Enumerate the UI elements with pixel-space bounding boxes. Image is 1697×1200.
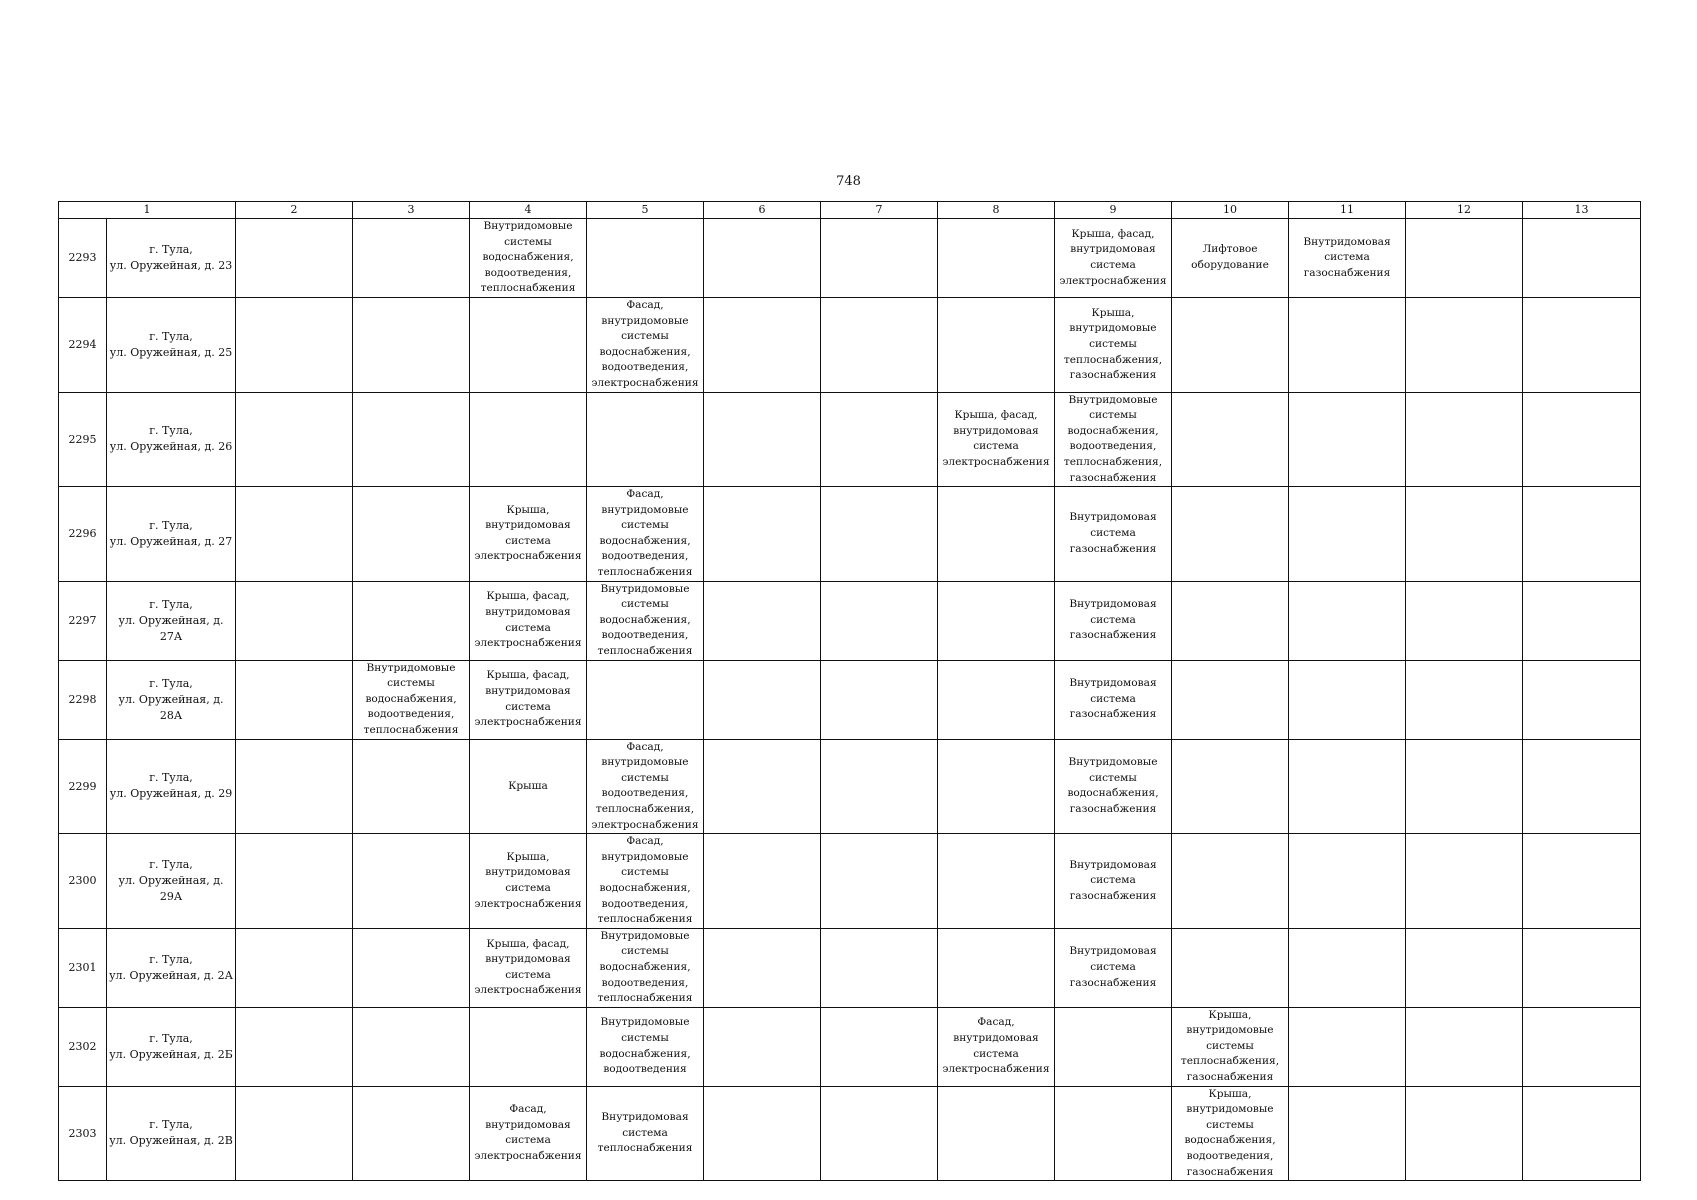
work-cell-col-13: [1523, 487, 1641, 582]
work-cell-col-12: [1406, 1007, 1523, 1086]
work-cell-col-5: Фасад, внутридомовые системы водоснабжения, водоотведения, теплоснабжения: [587, 487, 704, 582]
work-cell-col-7: [821, 392, 938, 487]
work-cell-col-4: [470, 297, 587, 392]
address-cell: г. Тула, ул. Оружейная, д. 28А: [107, 660, 236, 739]
work-cell-col-6: [704, 739, 821, 834]
column-header: 11: [1289, 202, 1406, 219]
work-cell-col-13: [1523, 297, 1641, 392]
work-cell-col-9: [1055, 1007, 1172, 1086]
work-cell-col-8: Фасад, внутридомовая система электроснабжения: [938, 1007, 1055, 1086]
work-cell-col-9: Внутридомовые системы водоснабжения, газоснабжения: [1055, 739, 1172, 834]
work-cell-col-11: [1289, 928, 1406, 1007]
work-cell-col-11: [1289, 660, 1406, 739]
work-cell-col-2: [236, 660, 353, 739]
row-number: 2301: [59, 928, 107, 1007]
work-cell-col-13: [1523, 1086, 1641, 1181]
work-cell-col-10: Крыша, внутридомовые системы водоснабжения, водоотведения, газоснабжения: [1172, 1086, 1289, 1181]
column-header: 2: [236, 202, 353, 219]
work-cell-col-8: [938, 1086, 1055, 1181]
work-cell-col-6: [704, 392, 821, 487]
work-cell-col-3: [353, 834, 470, 929]
row-number: 2302: [59, 1007, 107, 1086]
column-header: 12: [1406, 202, 1523, 219]
work-cell-col-4: Крыша: [470, 739, 587, 834]
work-cell-col-10: [1172, 928, 1289, 1007]
work-cell-col-10: [1172, 297, 1289, 392]
work-cell-col-13: [1523, 928, 1641, 1007]
row-number: 2294: [59, 297, 107, 392]
work-cell-col-4: Крыша, фасад, внутридомовая система электроснабжения: [470, 581, 587, 660]
work-cell-col-8: [938, 928, 1055, 1007]
work-cell-col-12: [1406, 581, 1523, 660]
work-cell-col-6: [704, 928, 821, 1007]
work-cell-col-11: Внутридомовая система газоснабжения: [1289, 219, 1406, 298]
work-cell-col-10: [1172, 660, 1289, 739]
work-cell-col-8: [938, 834, 1055, 929]
page-number: 748: [836, 174, 861, 189]
work-cell-col-10: Лифтовое оборудование: [1172, 219, 1289, 298]
work-cell-col-8: Крыша, фасад, внутридомовая система электроснабжения: [938, 392, 1055, 487]
column-header: 7: [821, 202, 938, 219]
work-cell-col-9: Крыша, внутридомовые системы теплоснабжения, газоснабжения: [1055, 297, 1172, 392]
work-cell-col-13: [1523, 660, 1641, 739]
work-cell-col-13: [1523, 581, 1641, 660]
work-cell-col-9: Внутридомовые системы водоснабжения, водоотведения, теплоснабжения, газоснабжения: [1055, 392, 1172, 487]
work-cell-col-12: [1406, 1086, 1523, 1181]
work-cell-col-8: [938, 581, 1055, 660]
header-row: [59, 202, 1641, 219]
work-cell-col-11: [1289, 834, 1406, 929]
work-cell-col-11: [1289, 297, 1406, 392]
column-header: 13: [1523, 202, 1641, 219]
table-row: [59, 834, 1641, 929]
work-cell-col-5: Внутридомовые системы водоснабжения, водоотведения: [587, 1007, 704, 1086]
work-cell-col-10: [1172, 392, 1289, 487]
work-cell-col-2: [236, 487, 353, 582]
row-number: 2300: [59, 834, 107, 929]
row-number: 2303: [59, 1086, 107, 1181]
table-row: [59, 297, 1641, 392]
work-cell-col-3: [353, 1007, 470, 1086]
work-cell-col-9: Внутридомовая система газоснабжения: [1055, 928, 1172, 1007]
row-number: 2298: [59, 660, 107, 739]
work-cell-col-3: [353, 297, 470, 392]
address-cell: г. Тула, ул. Оружейная, д. 27А: [107, 581, 236, 660]
table-row: [59, 660, 1641, 739]
work-cell-col-12: [1406, 487, 1523, 582]
table-row: [59, 1086, 1641, 1181]
work-cell-col-3: [353, 392, 470, 487]
work-cell-col-12: [1406, 834, 1523, 929]
row-number: 2297: [59, 581, 107, 660]
work-cell-col-3: Внутридомовые системы водоснабжения, водоотведения, теплоснабжения: [353, 660, 470, 739]
work-cell-col-12: [1406, 392, 1523, 487]
table-row: [59, 487, 1641, 582]
table-row: [59, 928, 1641, 1007]
row-number: 2299: [59, 739, 107, 834]
work-cell-col-3: [353, 219, 470, 298]
address-cell: г. Тула, ул. Оружейная, д. 2Б: [107, 1007, 236, 1086]
work-cell-col-7: [821, 487, 938, 582]
work-cell-col-2: [236, 392, 353, 487]
work-cell-col-9: Внутридомовая система газоснабжения: [1055, 834, 1172, 929]
address-cell: г. Тула, ул. Оружейная, д. 29: [107, 739, 236, 834]
work-cell-col-2: [236, 297, 353, 392]
work-cell-col-13: [1523, 219, 1641, 298]
column-header: 9: [1055, 202, 1172, 219]
work-cell-col-6: [704, 834, 821, 929]
work-cell-col-6: [704, 487, 821, 582]
work-cell-col-5: [587, 660, 704, 739]
table-row: [59, 739, 1641, 834]
work-cell-col-4: Крыша, фасад, внутридомовая система электроснабжения: [470, 660, 587, 739]
work-cell-col-2: [236, 1086, 353, 1181]
work-cell-col-6: [704, 297, 821, 392]
work-cell-col-12: [1406, 928, 1523, 1007]
work-cell-col-4: [470, 392, 587, 487]
column-header: 4: [470, 202, 587, 219]
work-cell-col-7: [821, 1086, 938, 1181]
work-cell-col-5: Фасад, внутридомовые системы водоснабжения, водоотведения, теплоснабжения: [587, 834, 704, 929]
work-cell-col-12: [1406, 219, 1523, 298]
work-cell-col-2: [236, 1007, 353, 1086]
work-cell-col-5: Фасад, внутридомовые системы водоснабжения, водоотведения, электроснабжения: [587, 297, 704, 392]
work-cell-col-11: [1289, 1086, 1406, 1181]
work-cell-col-3: [353, 581, 470, 660]
row-number: 2295: [59, 392, 107, 487]
work-cell-col-10: [1172, 834, 1289, 929]
work-cell-col-7: [821, 1007, 938, 1086]
column-header: 1: [59, 202, 236, 219]
work-cell-col-3: [353, 1086, 470, 1181]
work-cell-col-10: [1172, 581, 1289, 660]
table-row: [59, 581, 1641, 660]
work-cell-col-2: [236, 739, 353, 834]
column-header: 3: [353, 202, 470, 219]
work-cell-col-9: [1055, 1086, 1172, 1181]
address-cell: г. Тула, ул. Оружейная, д. 27: [107, 487, 236, 582]
work-cell-col-10: [1172, 739, 1289, 834]
work-cell-col-7: [821, 928, 938, 1007]
column-header: 10: [1172, 202, 1289, 219]
work-cell-col-4: Крыша, фасад, внутридомовая система электроснабжения: [470, 928, 587, 1007]
work-cell-col-8: [938, 487, 1055, 582]
work-cell-col-3: [353, 739, 470, 834]
table-row: [59, 1007, 1641, 1086]
work-cell-col-5: Внутридомовая система теплоснабжения: [587, 1086, 704, 1181]
work-cell-col-9: Крыша, фасад, внутридомовая система электроснабжения: [1055, 219, 1172, 298]
table-body: [59, 202, 1641, 1181]
work-cell-col-8: [938, 660, 1055, 739]
work-cell-col-6: [704, 219, 821, 298]
address-cell: г. Тула, ул. Оружейная, д. 29А: [107, 834, 236, 929]
work-cell-col-13: [1523, 1007, 1641, 1086]
work-cell-col-9: Внутридомовая система газоснабжения: [1055, 660, 1172, 739]
work-cell-col-3: [353, 928, 470, 1007]
work-cell-col-11: [1289, 739, 1406, 834]
work-cell-col-4: [470, 1007, 587, 1086]
work-cell-col-12: [1406, 297, 1523, 392]
work-cell-col-11: [1289, 392, 1406, 487]
address-cell: г. Тула, ул. Оружейная, д. 2В: [107, 1086, 236, 1181]
work-cell-col-12: [1406, 660, 1523, 739]
work-cell-col-11: [1289, 1007, 1406, 1086]
work-cell-col-2: [236, 581, 353, 660]
column-header: 8: [938, 202, 1055, 219]
work-cell-col-13: [1523, 834, 1641, 929]
table-row: [59, 392, 1641, 487]
work-cell-col-7: [821, 297, 938, 392]
work-cell-col-2: [236, 834, 353, 929]
work-cell-col-7: [821, 219, 938, 298]
work-cell-col-4: Фасад, внутридомовая система электроснабжения: [470, 1086, 587, 1181]
work-cell-col-9: Внутридомовая система газоснабжения: [1055, 581, 1172, 660]
work-cell-col-9: Внутридомовая система газоснабжения: [1055, 487, 1172, 582]
work-cell-col-5: Внутридомовые системы водоснабжения, водоотведения, теплоснабжения: [587, 928, 704, 1007]
work-cell-col-6: [704, 1086, 821, 1181]
work-cell-col-11: [1289, 487, 1406, 582]
work-cell-col-5: Внутридомовые системы водоснабжения, водоотведения, теплоснабжения: [587, 581, 704, 660]
work-cell-col-13: [1523, 392, 1641, 487]
work-cell-col-5: Фасад, внутридомовые системы водоотведения, теплоснабжения, электроснабжения: [587, 739, 704, 834]
work-cell-col-6: [704, 581, 821, 660]
work-cell-col-5: [587, 392, 704, 487]
work-cell-col-10: Крыша, внутридомовые системы теплоснабжения, газоснабжения: [1172, 1007, 1289, 1086]
work-cell-col-7: [821, 660, 938, 739]
work-cell-col-7: [821, 581, 938, 660]
address-cell: г. Тула, ул. Оружейная, д. 26: [107, 392, 236, 487]
column-header: 5: [587, 202, 704, 219]
work-cell-col-8: [938, 219, 1055, 298]
repair-schedule-table: [58, 201, 1641, 1181]
work-cell-col-8: [938, 297, 1055, 392]
work-cell-col-6: [704, 660, 821, 739]
work-cell-col-4: Крыша, внутридомовая система электроснабжения: [470, 834, 587, 929]
work-cell-col-4: Внутридомовые системы водоснабжения, водоотведения, теплоснабжения: [470, 219, 587, 298]
work-cell-col-12: [1406, 739, 1523, 834]
work-cell-col-6: [704, 1007, 821, 1086]
work-cell-col-2: [236, 219, 353, 298]
address-cell: г. Тула, ул. Оружейная, д. 2А: [107, 928, 236, 1007]
work-cell-col-7: [821, 739, 938, 834]
work-cell-col-3: [353, 487, 470, 582]
work-cell-col-8: [938, 739, 1055, 834]
work-cell-col-4: Крыша, внутридомовая система электроснабжения: [470, 487, 587, 582]
work-cell-col-13: [1523, 739, 1641, 834]
work-cell-col-10: [1172, 487, 1289, 582]
row-number: 2296: [59, 487, 107, 582]
table-row: [59, 219, 1641, 298]
work-cell-col-2: [236, 928, 353, 1007]
row-number: 2293: [59, 219, 107, 298]
address-cell: г. Тула, ул. Оружейная, д. 25: [107, 297, 236, 392]
work-cell-col-5: [587, 219, 704, 298]
address-cell: г. Тула, ул. Оружейная, д. 23: [107, 219, 236, 298]
column-header: 6: [704, 202, 821, 219]
work-cell-col-7: [821, 834, 938, 929]
work-cell-col-11: [1289, 581, 1406, 660]
